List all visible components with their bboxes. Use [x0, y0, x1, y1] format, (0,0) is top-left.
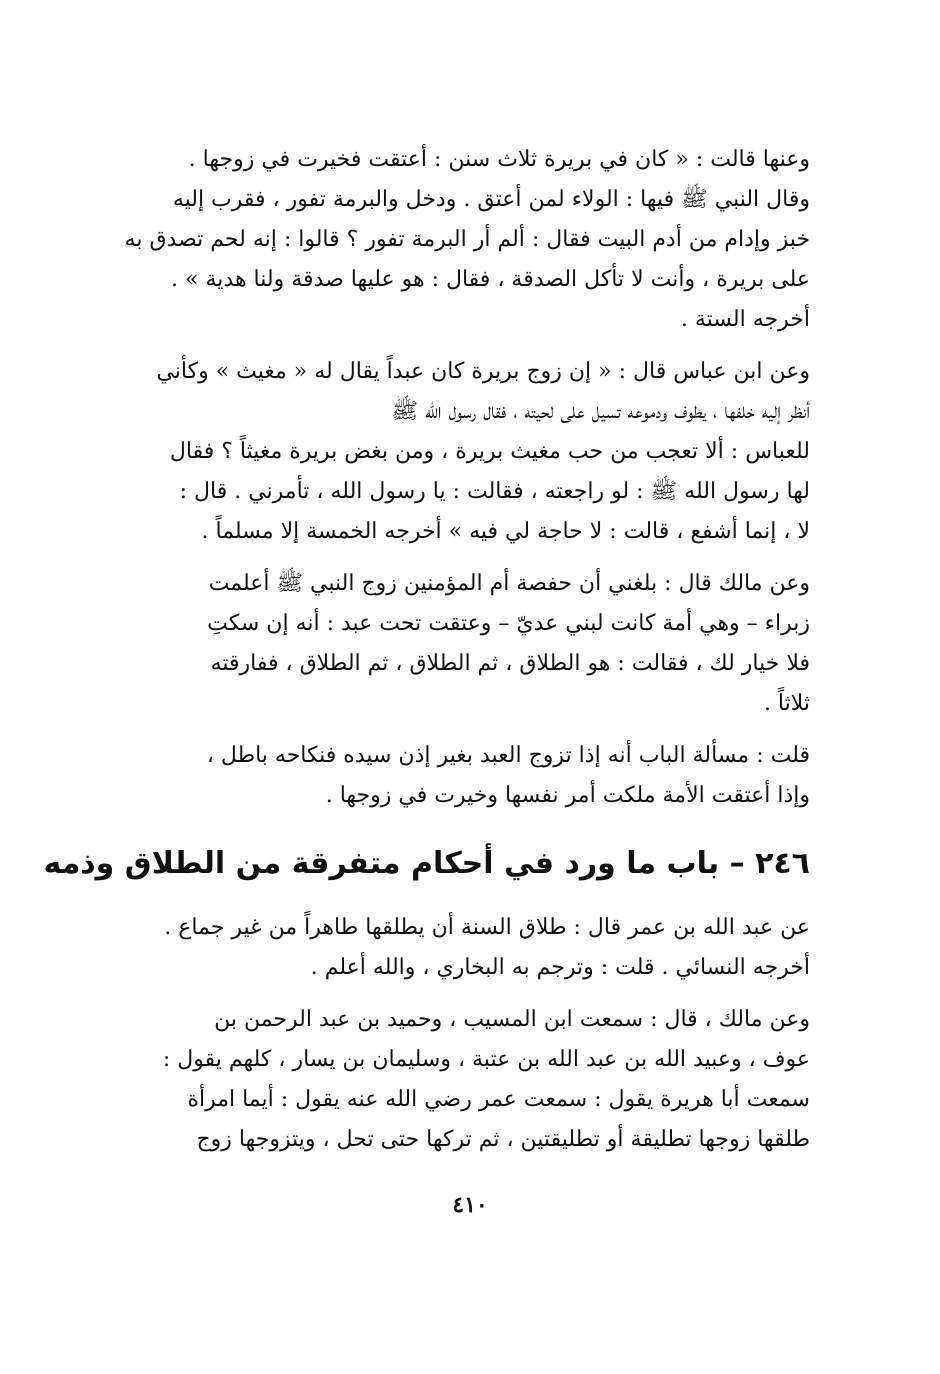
text-line: وعن ابن عباس قال : « إن زوج بريرة كان عبداً يقال له « مغيث » وكأني [156, 359, 810, 384]
paragraph-gap [110, 988, 810, 1000]
text-line: ثلاثاً . [763, 691, 810, 716]
text-line: لها رسول الله ﷺ : لو راجعته ، فقالت : يا رسول الله ، تأمرني . قال : [179, 479, 810, 504]
paragraph-ibn-abbas-mughith [110, 352, 810, 552]
text-line: أنظر إليه خلفها ، يطوف ودموعه تسيل على لحيته ، فقال رسول الله ﷺ [391, 399, 810, 424]
paragraph-author-note [110, 736, 810, 816]
paragraph-ibn-umar-sunnah-divorce [110, 908, 810, 988]
paragraph-barira-three-sunnahs [110, 140, 810, 340]
text-line: لا ، إنما أشفع ، قالت : لا حاجة لي فيه » أخرجه الخمسة إلا مسلماً . [201, 519, 810, 544]
text-line: وقال النبي ﷺ فيها : الولاء لمن أعتق . ودخل والبرمة تفور ، فقرب إليه [172, 187, 810, 212]
text-line: فلا خيار لك ، فقالت : هو الطلاق ، ثم الطلاق ، ثم الطلاق ، ففارقته [210, 651, 810, 676]
text-line: للعباس : ألا تعجب من حب مغيث بريرة ، ومن بغض بريرة مغيثاً ؟ فقال [169, 439, 810, 464]
paragraph-gap [110, 724, 810, 736]
text-line: أخرجه الستة . [680, 307, 810, 332]
text-line: سمعت أبا هريرة يقول : سمعت عمر رضي الله عنه يقول : أيما امرأة [187, 1087, 810, 1112]
paragraph-gap [110, 340, 810, 352]
page-body [43, 140, 810, 1160]
text-line: قلت : مسألة الباب أنه إذا تزوج العبد بغير إذن سيده فنكاحه باطل ، [206, 743, 810, 768]
chapter-heading: ٢٤٦ – باب ما ورد في أحكام متفرقة من الطلاق وذمه [43, 846, 810, 881]
text-line: وعن مالك قال : بلغني أن حفصة أم المؤمنين زوج النبي ﷺ أعلمت [208, 571, 810, 596]
paragraph-malik-hafsa [110, 564, 810, 724]
paragraph-gap [110, 552, 810, 564]
text-line: طلقها زوجها تطليقة أو تطليقتين ، ثم تركها حتى تحل ، ويتزوجها زوج [196, 1127, 810, 1152]
text-line: خبز وإدام من أدم البيت فقال : ألم أر البرمة تفور ؟ قالوا : إنه لحم تصدق به [124, 227, 810, 252]
text-line: وإذا أعتقت الأمة ملكت أمر نفسها وخيرت في زوجها . [325, 783, 810, 808]
text-line: وعنها قالت : « كان في بريرة ثلاث سنن : أعتقت فخيرت في زوجها . [188, 147, 810, 172]
text-line: عن عبد الله بن عمر قال : طلاق السنة أن يطلقها طاهراً من غير جماع . [164, 915, 810, 940]
text-line: وعن مالك ، قال : سمعت ابن المسيب ، وحميد بن عبد الرحمن بن [214, 1007, 810, 1032]
text-line: عوف ، وعبيد الله بن عبد الله بن عتبة ، وسليمان بن يسار ، كلهم يقول : [162, 1047, 810, 1072]
page-number: ٤١٠ [452, 1192, 488, 1218]
text-line: أخرجه النسائي . قلت : وترجم به البخاري ، والله أعلم . [310, 955, 810, 980]
text-line: على بريرة ، وأنت لا تأكل الصدقة ، فقال : هو عليها صدقة ولنا هدية » . [171, 267, 810, 292]
paragraph-malik-umar [110, 1000, 810, 1160]
text-line: زبراء – وهي أمة كانت لبني عديّ – وعتقت تحت عبد : أنه إن سكتِ [207, 611, 810, 636]
